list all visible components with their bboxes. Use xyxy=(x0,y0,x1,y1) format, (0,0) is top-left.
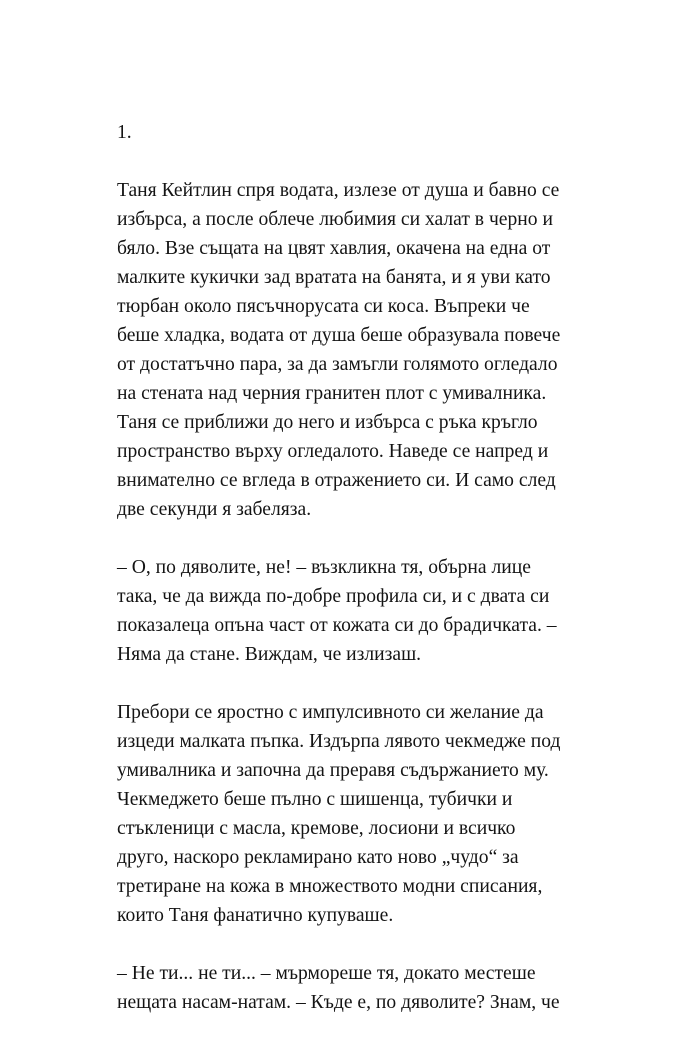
text-line: тюрбан около пясъчнорусата си коса. Въпреки че xyxy=(117,296,530,317)
text-line: друго, наскоро рекламирано като ново „чудо“ за xyxy=(117,847,519,868)
text-line: – Не ти... не ти... – мърмореше тя, докато местеше xyxy=(117,963,536,984)
page-text xyxy=(117,118,597,1046)
text-line: Пребори се яростно с импулсивното си желание да xyxy=(117,702,544,723)
text-line: две секунди я забеляза. xyxy=(117,499,312,520)
text-line: показалеца опъна част от кожата си до брадичката. – xyxy=(117,615,557,636)
text-line: на стената над черния гранитен плот с умивалника. xyxy=(117,383,547,404)
text-line: от достатъчно пара, за да замъгли голямото огледало xyxy=(117,354,558,375)
text-line: Таня Кейтлин спря водата, излезе от душа и бавно се xyxy=(117,180,560,201)
text-line: Таня се приближи до него и избърса с ръка кръгло xyxy=(117,412,538,433)
text-line: Чекмеджето беше пълно с шишенца, тубички и xyxy=(117,789,513,810)
paragraph xyxy=(117,553,597,669)
text-line: Няма да стане. Виждам, че излизаш. xyxy=(117,644,422,665)
text-line: нещата насам-натам. – Къде е, по дяволите? Знам, че xyxy=(117,992,560,1013)
text-line: така, че да вижда по-добре профила си, и с двата си xyxy=(117,586,550,607)
text-line: които Таня фанатично купуваше. xyxy=(117,905,394,926)
chapter-number: 1. xyxy=(117,122,132,143)
text-line: внимателно се вгледа в отражението си. И само след xyxy=(117,470,556,491)
text-line: – О, по дяволите, не! – възкликна тя, обърна лице xyxy=(117,557,531,578)
paragraph xyxy=(117,959,597,1017)
text-line: умивалника и започна да преравя съдържанието му. xyxy=(117,760,549,781)
text-line: избърса, а после облече любимия си халат в черно и xyxy=(117,209,553,230)
text-line: беше хладка, водата от душа беше образувала повече xyxy=(117,325,561,346)
text-line: изцеди малката пъпка. Издърпа лявото чекмедже под xyxy=(117,731,561,752)
text-line: пространство върху огледалото. Наведе се напред и xyxy=(117,441,549,462)
paragraph xyxy=(117,698,597,930)
text-line: малките кукички зад вратата на банята, и я уви като xyxy=(117,267,551,288)
text-line: стъкленици с масла, кремове, лосиони и всичко xyxy=(117,818,516,839)
text-line: третиране на кожа в множеството модни списания, xyxy=(117,876,543,897)
paragraph xyxy=(117,176,597,524)
text-line: бяло. Взе същата на цвят хавлия, окачена на една от xyxy=(117,238,551,259)
